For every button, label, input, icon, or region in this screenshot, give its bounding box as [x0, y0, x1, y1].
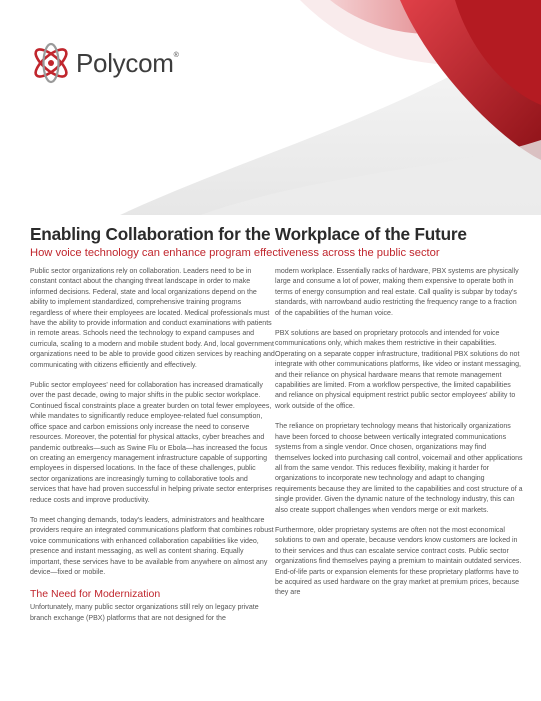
body-paragraph: Public sector employees' need for collaboration has increased dramatically over the past decade, owing to major shifts in the public sector workplace. Continued fiscal constraints place a greater burden on total fewer employees, while mandates to significantly reduce employee-related fuel consumption, office space and carbon emissions only increase the need to conserve resources. Moreover, the potential for physical attacks, cyber breaches and pandemic outbreaks—such as Swine Flu or Ebola—has increased the focus on creating an emergency management infrastructure capable of supporting employees in dispersed locations. In the face of these challenges, public sector organizations are increasingly turning to collaborative tools and services that have had proven successful in helping private sector enterprises reduce costs and improve productivity. — [30, 382, 273, 504]
section-heading: The Need for Modernization — [30, 588, 161, 601]
body-paragraph: Unfortunately, many public sector organizations still rely on legacy private branch exchange (PBX) platforms that are not designed for the — [30, 604, 259, 622]
body-paragraph: Furthermore, older proprietary systems are often not the most economical solutions to own and operate, because vendors know customers are locked in to their services and thus can escalate service contract costs. Public sector organizations find themselves paying a premium to maintain outdated services. End-of-life parts or expansion elements for these proprietary platforms have to be acquired as used hardware on the gray market at premium prices, because they are — [275, 526, 522, 597]
body-paragraph: To meet changing demands, today's leaders, administrators and healthcare providers require an integrated communications platform that combines robust voice communications with enhanced collaboration capabilities like video, presence and instant messaging, as well as content sharing. Equally important, these services have to be available from anywhere on almost any device—fixed or mobile. — [30, 516, 274, 576]
document-title: Enabling Collaboration for the Workplace of the Future — [30, 224, 467, 244]
polycom-logo — [30, 42, 178, 84]
polycom-wordmark: Polycom® — [76, 47, 179, 78]
body-paragraph: Public sector organizations rely on collaboration. Leaders need to be in constant contact about the changing threat landscape in order to make informed decisions. Federal, state and local organizations depend on the ability to implement standardized, comprehensive training programs regardless of where their employees are located. Medical professionals must have the ability to provide information and conduct examinations with patients in remote areas. Schools need the technology to expand campuses and curricula, scaling to a modern and mobile student body. And, local government organizations need to be able to provide good citizen services by reaching and communicating with citizens efficiently and effectively. — [30, 268, 275, 369]
right-column — [275, 267, 523, 609]
polycom-logo-mark-icon — [30, 42, 72, 84]
document-subtitle: How voice technology can enhance program effectiveness across the public sector — [30, 247, 440, 259]
body-paragraph: The reliance on proprietary technology means that historically organizations have been forced to choose between vertically integrated communications systems from a single vendor. Once chosen, organizations may find themselves locked into purchasing call control, voicemail and other applications all from the same vendor. This reduces flexibility, making it harder for organizations to incorporate new technology and adapt to changing requirements because they are limited to the capabilities and cost structure of a single provider. Given the dynamic nature of the technology industry, this can also create support challenges when vendors merge or exit markets. — [275, 423, 523, 514]
left-column — [30, 267, 275, 634]
header-swoosh-graphic — [0, 0, 541, 215]
body-paragraph: modern workplace. Essentially racks of hardware, PBX systems are physically large and consume a lot of power, making them expensive to operate both in terms of energy consumption and real estate. Call quality is subpar by today's standards, with narrowband audio restricting the frequency range to a fraction of the capabilities of the human voice. — [275, 268, 519, 317]
body-paragraph: PBX solutions are based on proprietary protocols and intended for voice communications only, which makes them restrictive in their capabilities. Operating on a separate copper infrastructure, traditional PBX solutions do not integrate with other communications platforms, like video or instant messaging, and their reliance on physical hardware means that remote management capabilities are limited. From a workflow perspective, the limited capabilities and reliance on physical equipment restrict public sector employees' ability to work outside of the office. — [275, 330, 521, 410]
